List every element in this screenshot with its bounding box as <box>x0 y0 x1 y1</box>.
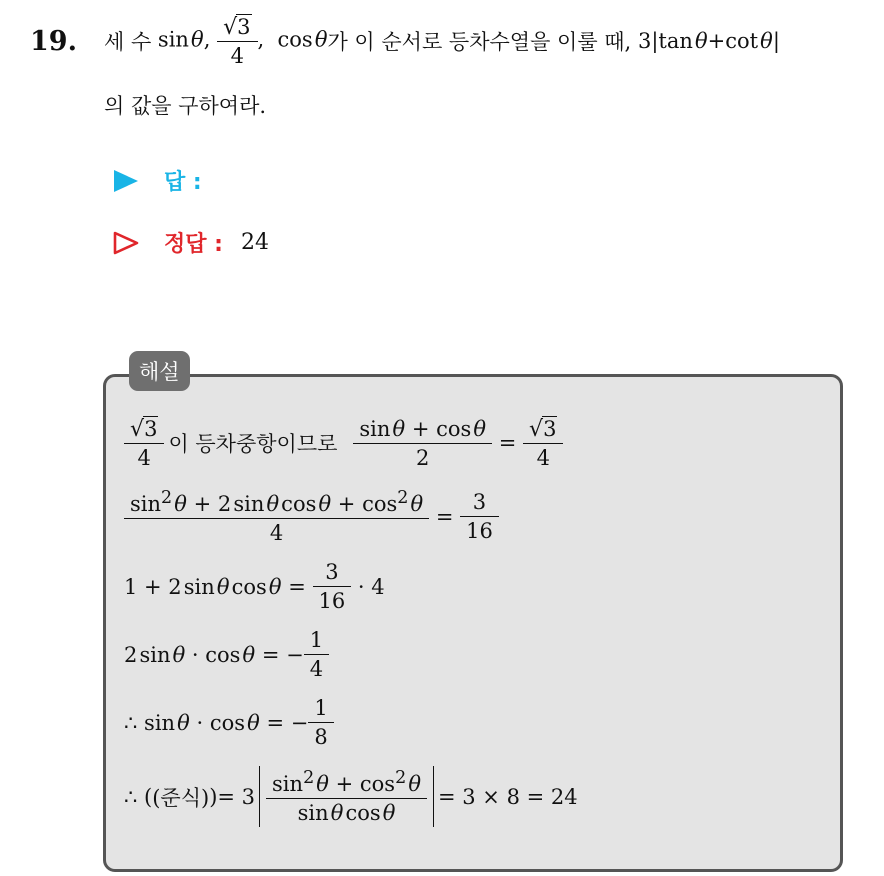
correct-answer-row <box>112 227 269 258</box>
fraction: $\frac{3}{16}$ <box>463 490 496 543</box>
question-number: 19. <box>30 25 77 57</box>
fraction: $\frac{\sin^2 \theta + \cos^2 \theta}{\text{sin θ cos θ}}$ <box>269 768 424 825</box>
correct-answer-label: 정답 : <box>164 232 223 257</box>
solution-line-3: 1 + 2 sin θ cos θ = $\frac{3}{16}$ · 4 <box>124 560 385 614</box>
solution-line-5: ∴ sin θ · cos θ = − $\frac{1}{8}$ <box>124 696 334 749</box>
solution-line-4: 2 sin θ · cos θ = − $\frac{1}{4}$ <box>124 628 329 681</box>
solution-line6-result: = 3 × 8 = 24 <box>437 784 578 809</box>
fraction: √ 3 4 <box>127 416 161 470</box>
solution-line-1: √ 3 4 이 등차중항이므로 $\frac{\text{sin θ + cos θ}}{2}$ = √ 3 4 <box>124 416 563 470</box>
fraction: $\frac{\sin^2 \theta + 2 \sin \theta \cos \theta + \cos^2 \theta}{4}$ <box>127 488 426 545</box>
question-math-terms: sin θ, √ 3 4 , cos θ <box>151 15 328 69</box>
question-expression: 3|tan θ+cot θ| <box>637 29 780 54</box>
answer-label: 답 : <box>164 170 202 195</box>
filled-triangle-icon <box>112 168 140 194</box>
solution-line-2: $\frac{\sin^2 \theta + 2 \sin \theta \cos \theta + \cos^2 \theta}{4}$ = $\frac{3}{16}$ <box>124 488 499 545</box>
fraction: $\frac{\text{sin θ + cos θ}}{2}$ <box>356 417 489 470</box>
question-line-1 <box>30 14 780 68</box>
solution-line1-text: 이 등차중항이므로 <box>168 432 338 457</box>
outline-triangle-icon <box>112 230 140 256</box>
question-middle: 가 이 순서로 등차수열을 이룰 때, <box>327 30 632 55</box>
correct-answer-value: 24 <box>240 230 269 255</box>
absolute-value <box>259 766 434 827</box>
question-prefix: 세 수 <box>104 30 152 55</box>
answer-row <box>112 165 220 196</box>
question-line-2: 의 값을 구하여라. <box>104 94 267 118</box>
solution-tab: 해설 <box>129 351 190 391</box>
solution-line6-text: (준식) <box>152 785 210 810</box>
fraction: $\frac{1}{8}$ <box>311 696 330 749</box>
fraction: $\frac{3}{16}$ <box>316 560 349 613</box>
fraction: √ 3 4 <box>526 416 560 470</box>
fraction: $\frac{1}{4}$ <box>307 628 326 681</box>
solution-line-6: ∴ ( (준식) )= 3 $\frac{\sin^2 \theta + \cos^2 \theta}{\text{sin θ cos θ}}$ = 3 × 8 = 24 <box>124 766 578 827</box>
fraction: √ 3 4 <box>220 14 254 68</box>
